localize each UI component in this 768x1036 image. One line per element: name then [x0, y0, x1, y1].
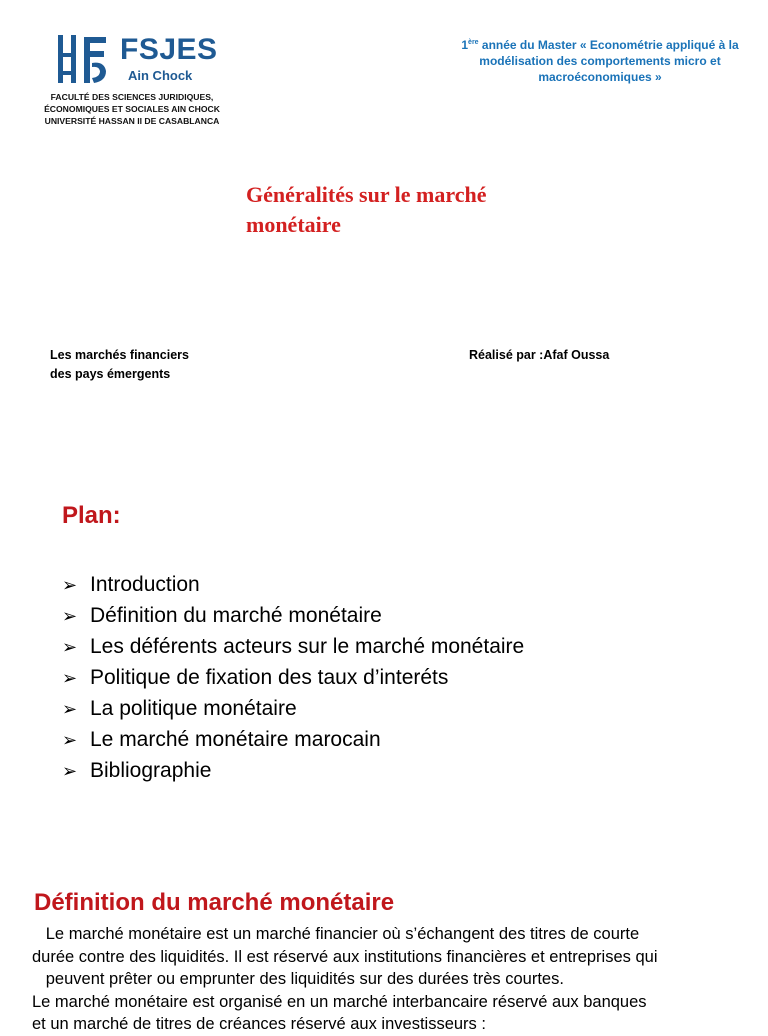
logo-subtitle: Ain Chock — [128, 68, 193, 83]
plan-item: ➢ Définition du marché monétaire — [62, 600, 524, 631]
logo-caption-line: UNIVERSITÉ HASSAN II DE CASABLANCA — [44, 116, 220, 126]
arrow-bullet-icon: ➢ — [62, 699, 78, 719]
arrow-bullet-icon: ➢ — [62, 575, 78, 595]
master-program-note — [440, 37, 760, 85]
logo-name: FSJES — [120, 33, 218, 66]
plan-item: ➢ Politique de fixation des taux d’interéts — [62, 662, 524, 693]
title-line: Généralités sur le marché — [246, 182, 487, 207]
arrow-bullet-icon: ➢ — [62, 606, 78, 626]
logo-caption — [40, 91, 224, 127]
paragraph-line: Le marché monétaire est un marché financier où s’échangent des titres de courte — [32, 925, 640, 943]
header-note-line: 1ère année du Master « Econométrie appliqué à la — [461, 38, 739, 52]
paragraph-line: durée contre des liquidités. Il est réservé aux institutions financières et entreprises qui — [32, 947, 658, 966]
paragraph-line: peuvent prêter ou emprunter des liquidités sur des durées très courtes. — [32, 970, 564, 988]
definition-paragraph — [32, 923, 744, 1036]
plan-heading: Plan: — [62, 502, 121, 529]
course-line: Les marchés financiers — [50, 348, 189, 362]
course-name — [50, 346, 189, 384]
author-credit: Réalisé par :Afaf Oussa — [469, 348, 610, 362]
paragraph-line: Le marché monétaire est organisé en un marché interbancaire réservé aux banques — [32, 992, 647, 1011]
logo-caption-line: FACULTÉ DES SCIENCES JURIDIQUES, — [50, 92, 214, 102]
course-line: des pays émergents — [50, 367, 171, 381]
faculty-logo — [44, 33, 220, 133]
ordinal-superscript: ère — [468, 39, 479, 46]
plan-item: ➢ Le marché monétaire marocain — [62, 724, 524, 755]
arrow-bullet-icon: ➢ — [62, 668, 78, 688]
plan-item: ➢ Les déférents acteurs sur le marché monétaire — [62, 631, 524, 662]
title-line: monétaire — [246, 212, 341, 237]
header-note-line: modélisation des comportements micro et — [479, 54, 721, 68]
university-emblem-icon — [56, 33, 112, 85]
logo-caption-line: ÉCONOMIQUES ET SOCIALES AIN CHOCK — [44, 104, 220, 114]
plan-item: ➢ Bibliographie — [62, 755, 524, 786]
plan-item: ➢ Introduction — [62, 569, 524, 600]
definition-heading: Définition du marché monétaire — [34, 889, 395, 916]
plan-item: ➢ La politique monétaire — [62, 693, 524, 724]
plan-list — [62, 569, 524, 786]
arrow-bullet-icon: ➢ — [62, 637, 78, 657]
header-note-line: macroéconomiques » — [538, 70, 662, 84]
arrow-bullet-icon: ➢ — [62, 761, 78, 781]
document-title — [246, 180, 606, 240]
paragraph-line: et un marché de titres de créances réservé aux investisseurs : — [32, 1015, 486, 1033]
arrow-bullet-icon: ➢ — [62, 730, 78, 750]
